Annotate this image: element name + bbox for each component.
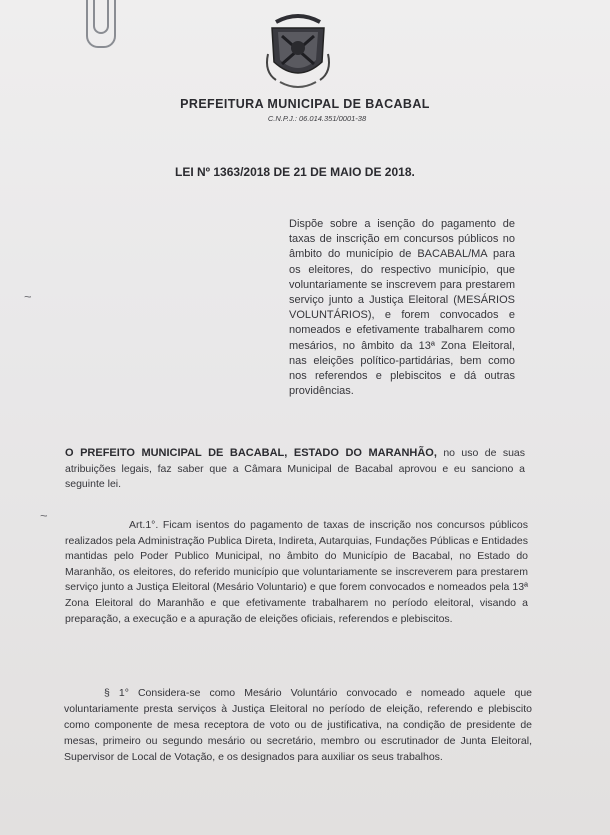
margin-mark: ~: [40, 508, 48, 523]
law-summary: Dispõe sobre a isenção do pagamento de taxas de inscrição em concursos públicos no âmbito do município de BACABAL/MA para os eleitores, do respectivo município, que voluntariamente se inscrevem para prestarem serviço junto a Justiça Eleitoral (MESÁRIOS VOLUNTÁRIOS), e forem convocados e nomeados e efetivamente trabalharem como mesários, no âmbito da 13ª Zona Eleitoral, nas eleições político-partidárias, bem como nos referendos e plebiscitos e dá outras providências.: [289, 218, 515, 398]
paragraph-1: § 1° Considera-se como Mesário Voluntário convocado e nomeado aquele que voluntariamente presta serviços à Justiça Eleitoral no período de eleição, referendo e plebiscito como componente de mesa receptora de voto ou de justificativa, na condição de presidente de mesas, primeiro ou segundo mesário ou secretário, membro ou escrutinador de Junta Eleitoral, Supervisor de Local de Votação, e os designados para auxiliar os seus trabalhos.: [64, 687, 532, 763]
law-title: LEI Nº 1363/2018 DE 21 DE MAIO DE 2018.: [175, 165, 415, 179]
preamble-lead: O PREFEITO MUNICIPAL DE BACABAL, ESTADO DO MARANHÃO,: [65, 447, 437, 459]
preamble-text: no uso de suas atribuições legais, faz saber que a Câmara Municipal de Bacabal aprovou e eu sanciono a seguinte lei.: [65, 447, 525, 490]
preamble: [65, 446, 525, 493]
article-1: Art.1°. Ficam isentos do pagamento de taxas de inscrição nos concursos públicos realizados pela Administração Publica Direta, Indireta, Autarquias, Fundações Públicas e Entidades mantidas pelo Poder Publico Municipal, no âmbito do Município de Bacabal, no Estado do Maranhão, os eleitores, do referido município que voluntariamente se inscreverem para prestarem serviço junto a Justiça Eleitoral (Mesário Voluntario) e que forem convocados e nomeados pela 13ª Zona Eleitoral do Maranhão e que efetivamente trabalharem no período eleitoral, visando a preparação, a execução e a apuração de eleições oficiais, referendos e plebiscitos.: [65, 519, 528, 625]
issuer-title: PREFEITURA MUNICIPAL DE BACABAL: [180, 97, 430, 111]
paper-clip-icon: [86, 0, 116, 48]
issuer-cnpj: C.N.P.J.: 06.014.351/0001-38: [267, 114, 367, 123]
municipal-seal-icon: [262, 6, 334, 94]
margin-mark: ~: [24, 289, 32, 304]
